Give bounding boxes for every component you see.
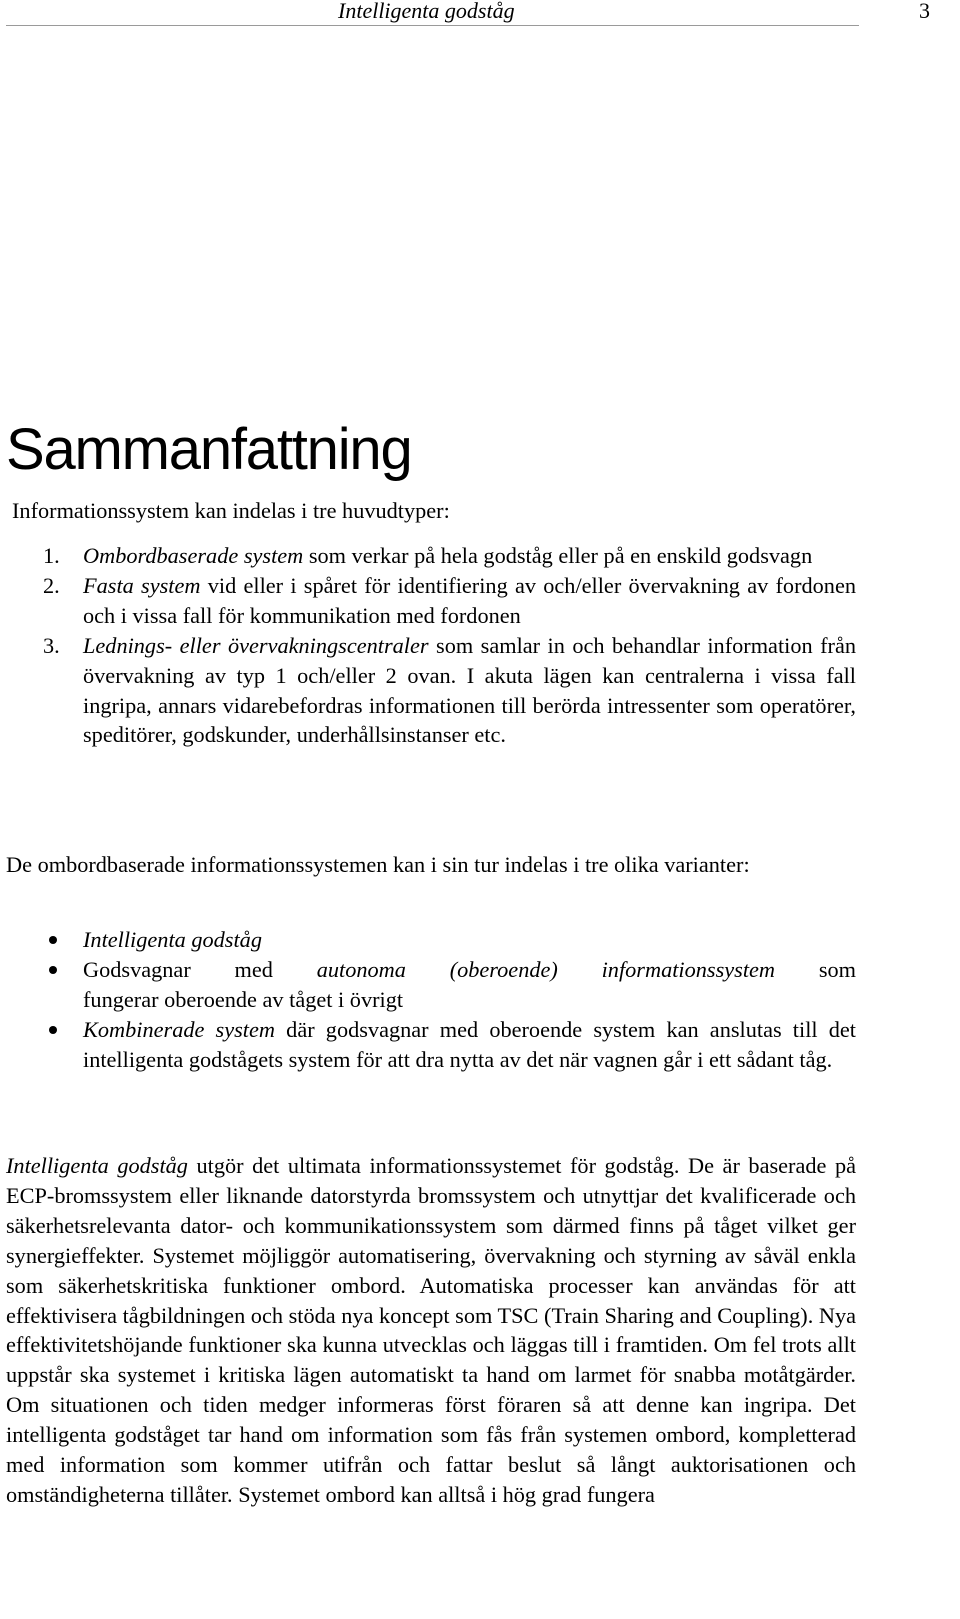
running-header-title: Intelligenta godståg [338, 0, 515, 23]
item-emphasis: Ombordbaserade system [83, 543, 304, 568]
item-text: som verkar på hela godståg eller på en enskild godsvagn [303, 543, 813, 568]
bullet-dot [49, 1026, 57, 1034]
bullet-list [6, 925, 856, 1075]
section-heading: Sammanfattning [6, 417, 412, 482]
bullet-emphasis: Kombinerade system [83, 1016, 275, 1042]
bullet-word: informationssystem [601, 956, 776, 982]
bullet-item [6, 1015, 856, 1075]
numbered-item [6, 571, 856, 631]
page-number: 3 [919, 0, 930, 23]
item-number: 1. [43, 543, 60, 568]
bullet-word: autonoma [316, 956, 406, 982]
item-text: vid eller i spåret för identifiering av och/eller övervakning av fordonen och i vissa fall för kommunikation med fordonen [83, 572, 856, 628]
bullet-item [6, 955, 856, 1015]
numbered-item [6, 631, 856, 751]
bullet-word: som [818, 956, 856, 982]
bullet-emphasis: Intelligenta godståg [83, 927, 262, 952]
bullet-text: fungerar oberoende av tåget i övrigt [83, 986, 404, 1012]
numbered-item [6, 541, 856, 571]
bullet-item [6, 925, 856, 955]
intro-text: Informationssystem kan indelas i tre huvudtyper: [12, 498, 450, 523]
running-header [6, 0, 859, 26]
bullet-word: med [234, 956, 273, 982]
bullet-text: där godsvagnar med oberoende system kan anslutas till det intelligenta godstågets system för att dra nytta av det när vagnen går i ett sådant tåg. [83, 1016, 856, 1072]
item-emphasis: Fasta system [83, 572, 201, 598]
paragraph-intelligent-trains [6, 1151, 856, 1510]
bullet-word: (oberoende) [449, 956, 558, 982]
numbered-list [6, 541, 856, 750]
bullet-line [83, 955, 856, 985]
bullet-word: Godsvagnar [83, 956, 191, 982]
item-number: 3. [43, 632, 60, 658]
item-number: 2. [43, 572, 60, 598]
paragraph-emphasis: Intelligenta godståg [6, 1153, 188, 1178]
paragraph-variants: De ombordbaserade informationssystemen kan i sin tur indelas i tre olika varianter: [6, 852, 750, 877]
item-text: som samlar in och behandlar information från övervakning av typ 1 och/eller 2 ovan. I akuta lägen kan centralerna i vissa fall ingripa, annars vidarebefordras informationen till berörda intressenter som operatörer, speditörer, godskunder, underhållsinstanser etc. [83, 632, 856, 748]
item-emphasis: Lednings- eller övervakningscentraler [83, 632, 429, 658]
bullet-dot [49, 966, 57, 974]
paragraph-text: utgör det ultimata informationssystemet för godståg. De är baserade på ECP-bromssystem eller liknande datorstyrda bromssystem och utnyttjar det kvalificerade och säkerhetsrelevanta dator- och kommunikationssystem som därmed finns på tåget vilket ger synergieffekter. Systemet möjliggör automatisering, övervakning och styrning av såväl enkla som säkerhetskritiska funktioner ombord. Automatiska processer kan användas för att effektivisera tågbildningen och stöda nya koncept som TSC (Train Sharing and Coupling). Nya effektivitetshöjande funktioner ska kunna utvecklas och läggas till i framtiden. Om fel trots allt uppstår ska systemet i kritiska lägen automatiskt ta hand om larmet för snabba motåtgärder. Om situationen och tiden medger informeras först föraren så att denne kan ingripa. Det intelligenta godståget tar hand om information som fås från systemen ombord, kompletterad med information som kommer utifrån och fattar beslut så långt auktorisationen och omständigheterna tillåter. Systemet ombord kan alltså i hög grad fungera [6, 1153, 856, 1507]
bullet-dot [49, 936, 57, 944]
